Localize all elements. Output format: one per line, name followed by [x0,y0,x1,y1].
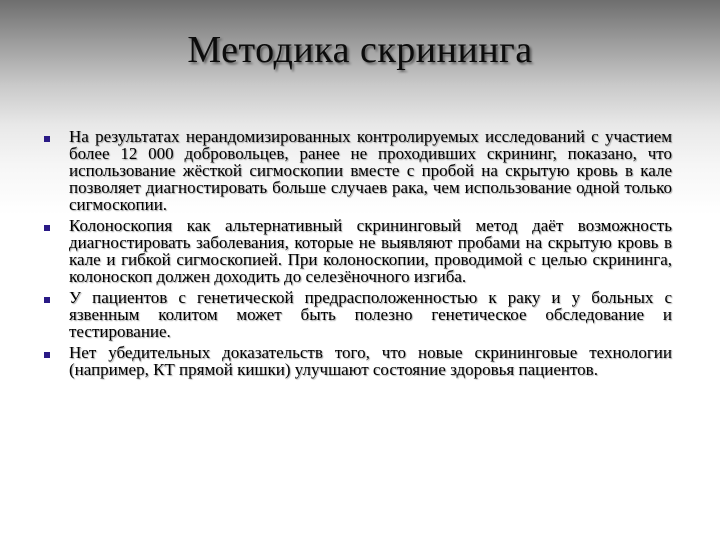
list-item [44,344,672,378]
bullet-text: На результатах нерандомизированных контролируемых исследований с участием более 12 000 добровольцев, ранее не проходивших скрининг, показано, что использование жёсткой сигмоскопии вместе с пробой на скрытую кровь в кале позволяет диагностировать больше случаев рака, чем использование одной только сигмоскопии. [69,127,672,214]
list-item [44,289,672,340]
bullet-text: Нет убедительных доказательств того, что новые скрининговые технологии (например, КТ прямой кишки) улучшают состояние здоровья пациентов. [69,343,672,379]
slide-title: Методика скрининга [187,29,533,71]
bullet-text: Колоноскопия как альтернативный скрининговый метод даёт возможность диагностировать заболевания, которые не выявляют пробами на скрытую кровь в кале и гибкой сигмоскопией. При колоноскопии, проводимой с целью скрининга, колоноскоп должен доходить до селезёночного изгиба. [69,216,672,286]
bullet-text: У пациентов с генетической предрасположенностью к раку и у больных с язвенным колитом может быть полезно генетическое обследование и тестирование. [69,288,672,341]
bullet-list [44,128,672,382]
list-item [44,217,672,285]
square-bullet-icon [44,297,50,303]
square-bullet-icon [44,352,50,358]
list-item [44,128,672,213]
square-bullet-icon [44,225,50,231]
square-bullet-icon [44,136,50,142]
